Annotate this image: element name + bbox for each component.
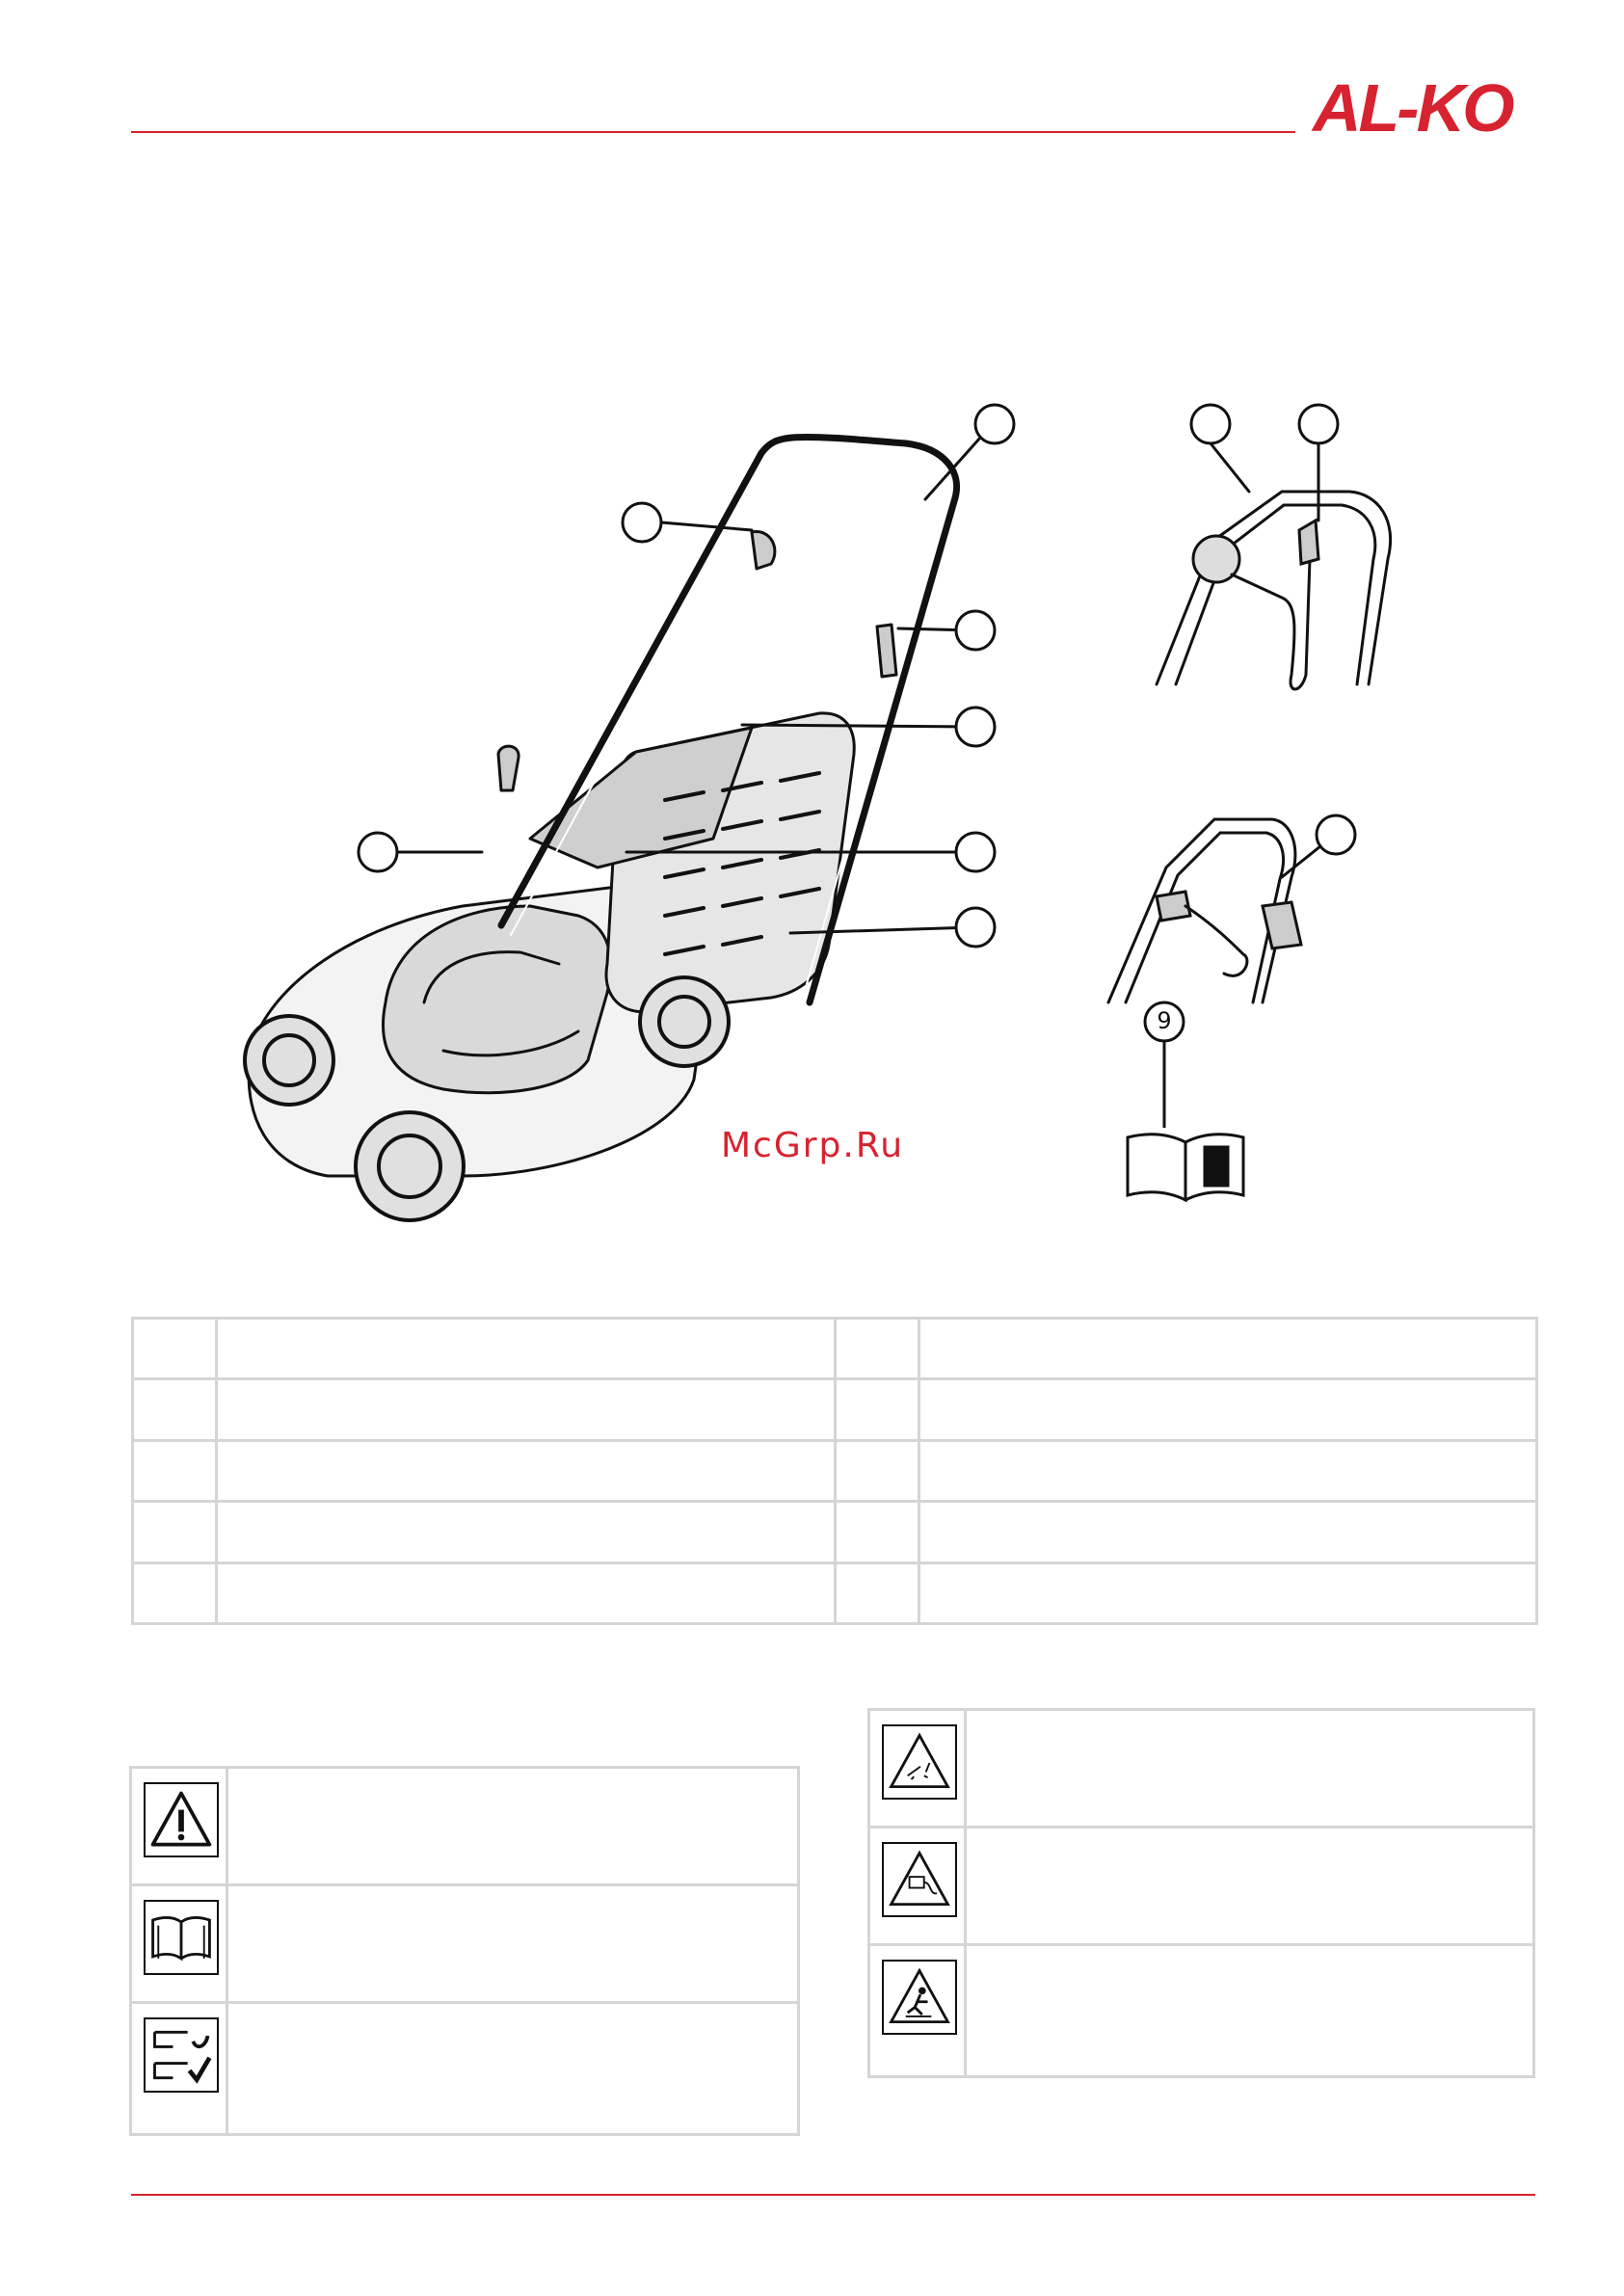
table-cell: [133, 1319, 217, 1379]
table-cell: [919, 1502, 1537, 1562]
symbol-row: [132, 1886, 797, 2004]
table-cell: [217, 1562, 836, 1623]
table-cell: [836, 1562, 919, 1623]
header-rule: [131, 131, 1295, 133]
parts-table: [131, 1317, 1538, 1625]
table-cell: [836, 1440, 919, 1501]
table-cell: [217, 1502, 836, 1562]
table-cell: [133, 1379, 217, 1440]
electric-cable-warning-icon: [882, 1842, 957, 1917]
table-cell: [836, 1502, 919, 1562]
watermark: McGrp.Ru: [721, 1126, 905, 1165]
table-cell: [133, 1440, 217, 1501]
table-cell: [919, 1562, 1537, 1623]
plug-disconnect-icon: [144, 2017, 219, 2093]
table-cell: [133, 1562, 217, 1623]
symbol-row: [132, 2004, 797, 2133]
table-cell: [217, 1440, 836, 1501]
open-book-icon: [144, 1900, 219, 1975]
symbol-row: [870, 1829, 1532, 1946]
table-row: [133, 1379, 1537, 1440]
table-cell: [919, 1319, 1537, 1379]
thrown-objects-warning-icon: [882, 1724, 957, 1800]
table-cell: [919, 1379, 1537, 1440]
symbols-box-right: [867, 1708, 1535, 2078]
brand-logo: AL-KO: [1313, 70, 1512, 146]
blade-injury-warning-icon: [882, 1960, 957, 2035]
symbols-box-left: [129, 1766, 800, 2136]
manual-callout-number: 9: [1157, 1007, 1172, 1034]
table-cell: [836, 1379, 919, 1440]
symbol-row: [870, 1711, 1532, 1829]
table-row: [133, 1502, 1537, 1562]
table-cell: [133, 1502, 217, 1562]
table-row: [133, 1562, 1537, 1623]
table-row: [133, 1440, 1537, 1501]
table-row: [133, 1319, 1537, 1379]
table-cell: [919, 1440, 1537, 1501]
symbol-row: [132, 1769, 797, 1886]
table-cell: [836, 1319, 919, 1379]
table-cell: [217, 1379, 836, 1440]
table-cell: [217, 1319, 836, 1379]
warning-triangle-icon: [144, 1782, 219, 1857]
footer-rule: [131, 2194, 1535, 2196]
symbol-row: [870, 1946, 1532, 2075]
